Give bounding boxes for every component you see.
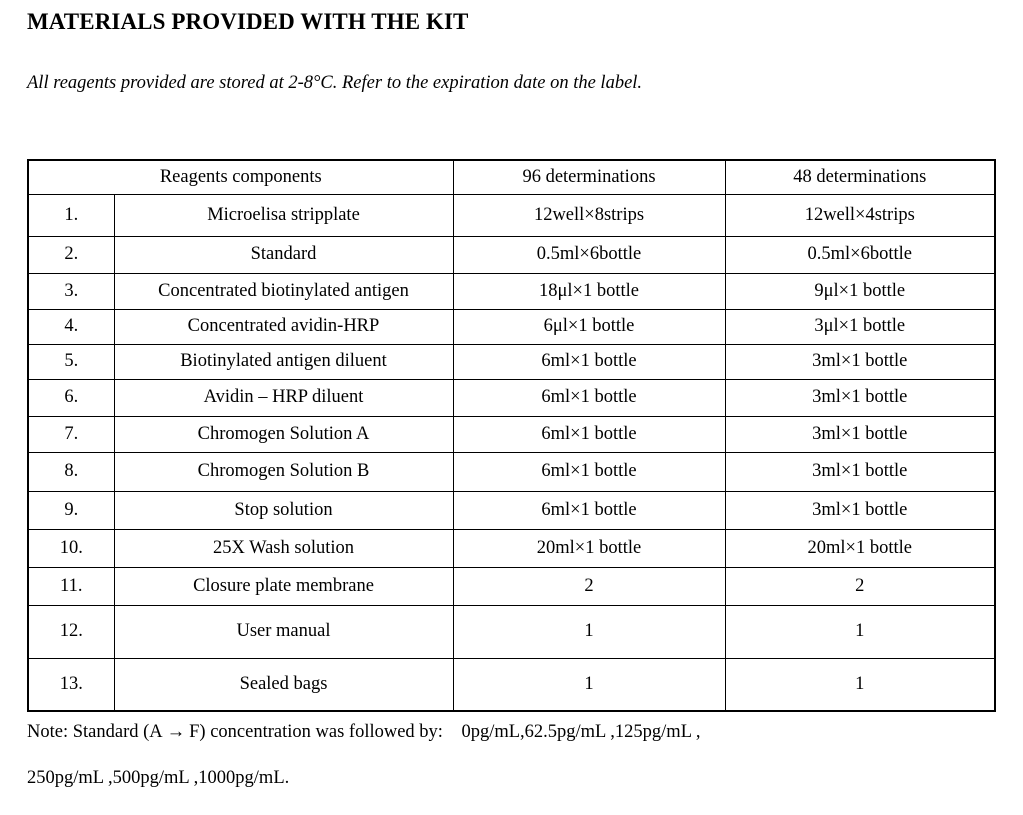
reagent-name: Avidin – HRP diluent (114, 379, 453, 416)
materials-table (27, 159, 996, 712)
quantity-96: 6μl×1 bottle (453, 309, 725, 344)
arrow-right-icon: → (166, 722, 186, 742)
reagent-name: Standard (114, 236, 453, 273)
quantity-48: 3ml×1 bottle (725, 452, 995, 491)
table-row (28, 194, 995, 236)
quantity-96: 18μl×1 bottle (453, 273, 725, 309)
quantity-48: 3μl×1 bottle (725, 309, 995, 344)
reagent-name: Sealed bags (114, 658, 453, 711)
table-row (28, 379, 995, 416)
reagent-name: Biotinylated antigen diluent (114, 344, 453, 379)
row-number: 12. (28, 605, 114, 658)
quantity-96: 0.5ml×6bottle (453, 236, 725, 273)
table-row (28, 605, 995, 658)
row-number: 2. (28, 236, 114, 273)
quantity-96: 1 (453, 658, 725, 711)
reagent-name: 25X Wash solution (114, 529, 453, 567)
quantity-96: 12well×8strips (453, 194, 725, 236)
quantity-48: 20ml×1 bottle (725, 529, 995, 567)
table-row (28, 491, 995, 529)
table-header-row (28, 160, 995, 194)
quantity-48: 3ml×1 bottle (725, 491, 995, 529)
reagent-name: Closure plate membrane (114, 567, 453, 605)
quantity-48: 2 (725, 567, 995, 605)
row-number: 10. (28, 529, 114, 567)
header-96-determinations: 96 determinations (453, 160, 725, 194)
quantity-96: 1 (453, 605, 725, 658)
table-row (28, 658, 995, 711)
row-number: 5. (28, 344, 114, 379)
standard-concentration-note (27, 722, 701, 743)
table-row (28, 567, 995, 605)
section-title: MATERIALS PROVIDED WITH THE KIT (27, 9, 469, 34)
table-row (28, 416, 995, 452)
quantity-48: 12well×4strips (725, 194, 995, 236)
quantity-96: 6ml×1 bottle (453, 452, 725, 491)
quantity-96: 6ml×1 bottle (453, 491, 725, 529)
quantity-48: 1 (725, 658, 995, 711)
header-48-determinations: 48 determinations (725, 160, 995, 194)
row-number: 8. (28, 452, 114, 491)
reagent-name: Concentrated avidin-HRP (114, 309, 453, 344)
row-number: 3. (28, 273, 114, 309)
reagent-name: Concentrated biotinylated antigen (114, 273, 453, 309)
quantity-96: 6ml×1 bottle (453, 379, 725, 416)
quantity-48: 3ml×1 bottle (725, 416, 995, 452)
quantity-48: 3ml×1 bottle (725, 379, 995, 416)
header-reagents-components: Reagents components (28, 160, 453, 194)
reagent-name: User manual (114, 605, 453, 658)
quantity-48: 3ml×1 bottle (725, 344, 995, 379)
reagent-name: Microelisa stripplate (114, 194, 453, 236)
row-number: 6. (28, 379, 114, 416)
quantity-96: 20ml×1 bottle (453, 529, 725, 567)
row-number: 4. (28, 309, 114, 344)
standard-concentration-note-continued: 250pg/mL ,500pg/mL ,1000pg/mL. (27, 768, 290, 788)
table-row (28, 452, 995, 491)
quantity-48: 0.5ml×6bottle (725, 236, 995, 273)
row-number: 11. (28, 567, 114, 605)
reagent-name: Stop solution (114, 491, 453, 529)
quantity-48: 9μl×1 bottle (725, 273, 995, 309)
table-row (28, 529, 995, 567)
table-row (28, 344, 995, 379)
table-row (28, 273, 995, 309)
reagent-name: Chromogen Solution B (114, 452, 453, 491)
note-middle: F) concentration was followed by: 0pg/mL,62.5pg/mL ,125pg/mL , (189, 722, 701, 742)
quantity-48: 1 (725, 605, 995, 658)
quantity-96: 2 (453, 567, 725, 605)
table-row (28, 236, 995, 273)
row-number: 1. (28, 194, 114, 236)
reagent-name: Chromogen Solution A (114, 416, 453, 452)
table-row (28, 309, 995, 344)
note-prefix: Note: Standard (A (27, 722, 163, 742)
quantity-96: 6ml×1 bottle (453, 416, 725, 452)
row-number: 9. (28, 491, 114, 529)
quantity-96: 6ml×1 bottle (453, 344, 725, 379)
storage-note: All reagents provided are stored at 2-8°C. Refer to the expiration date on the label. (27, 73, 643, 93)
row-number: 13. (28, 658, 114, 711)
row-number: 7. (28, 416, 114, 452)
